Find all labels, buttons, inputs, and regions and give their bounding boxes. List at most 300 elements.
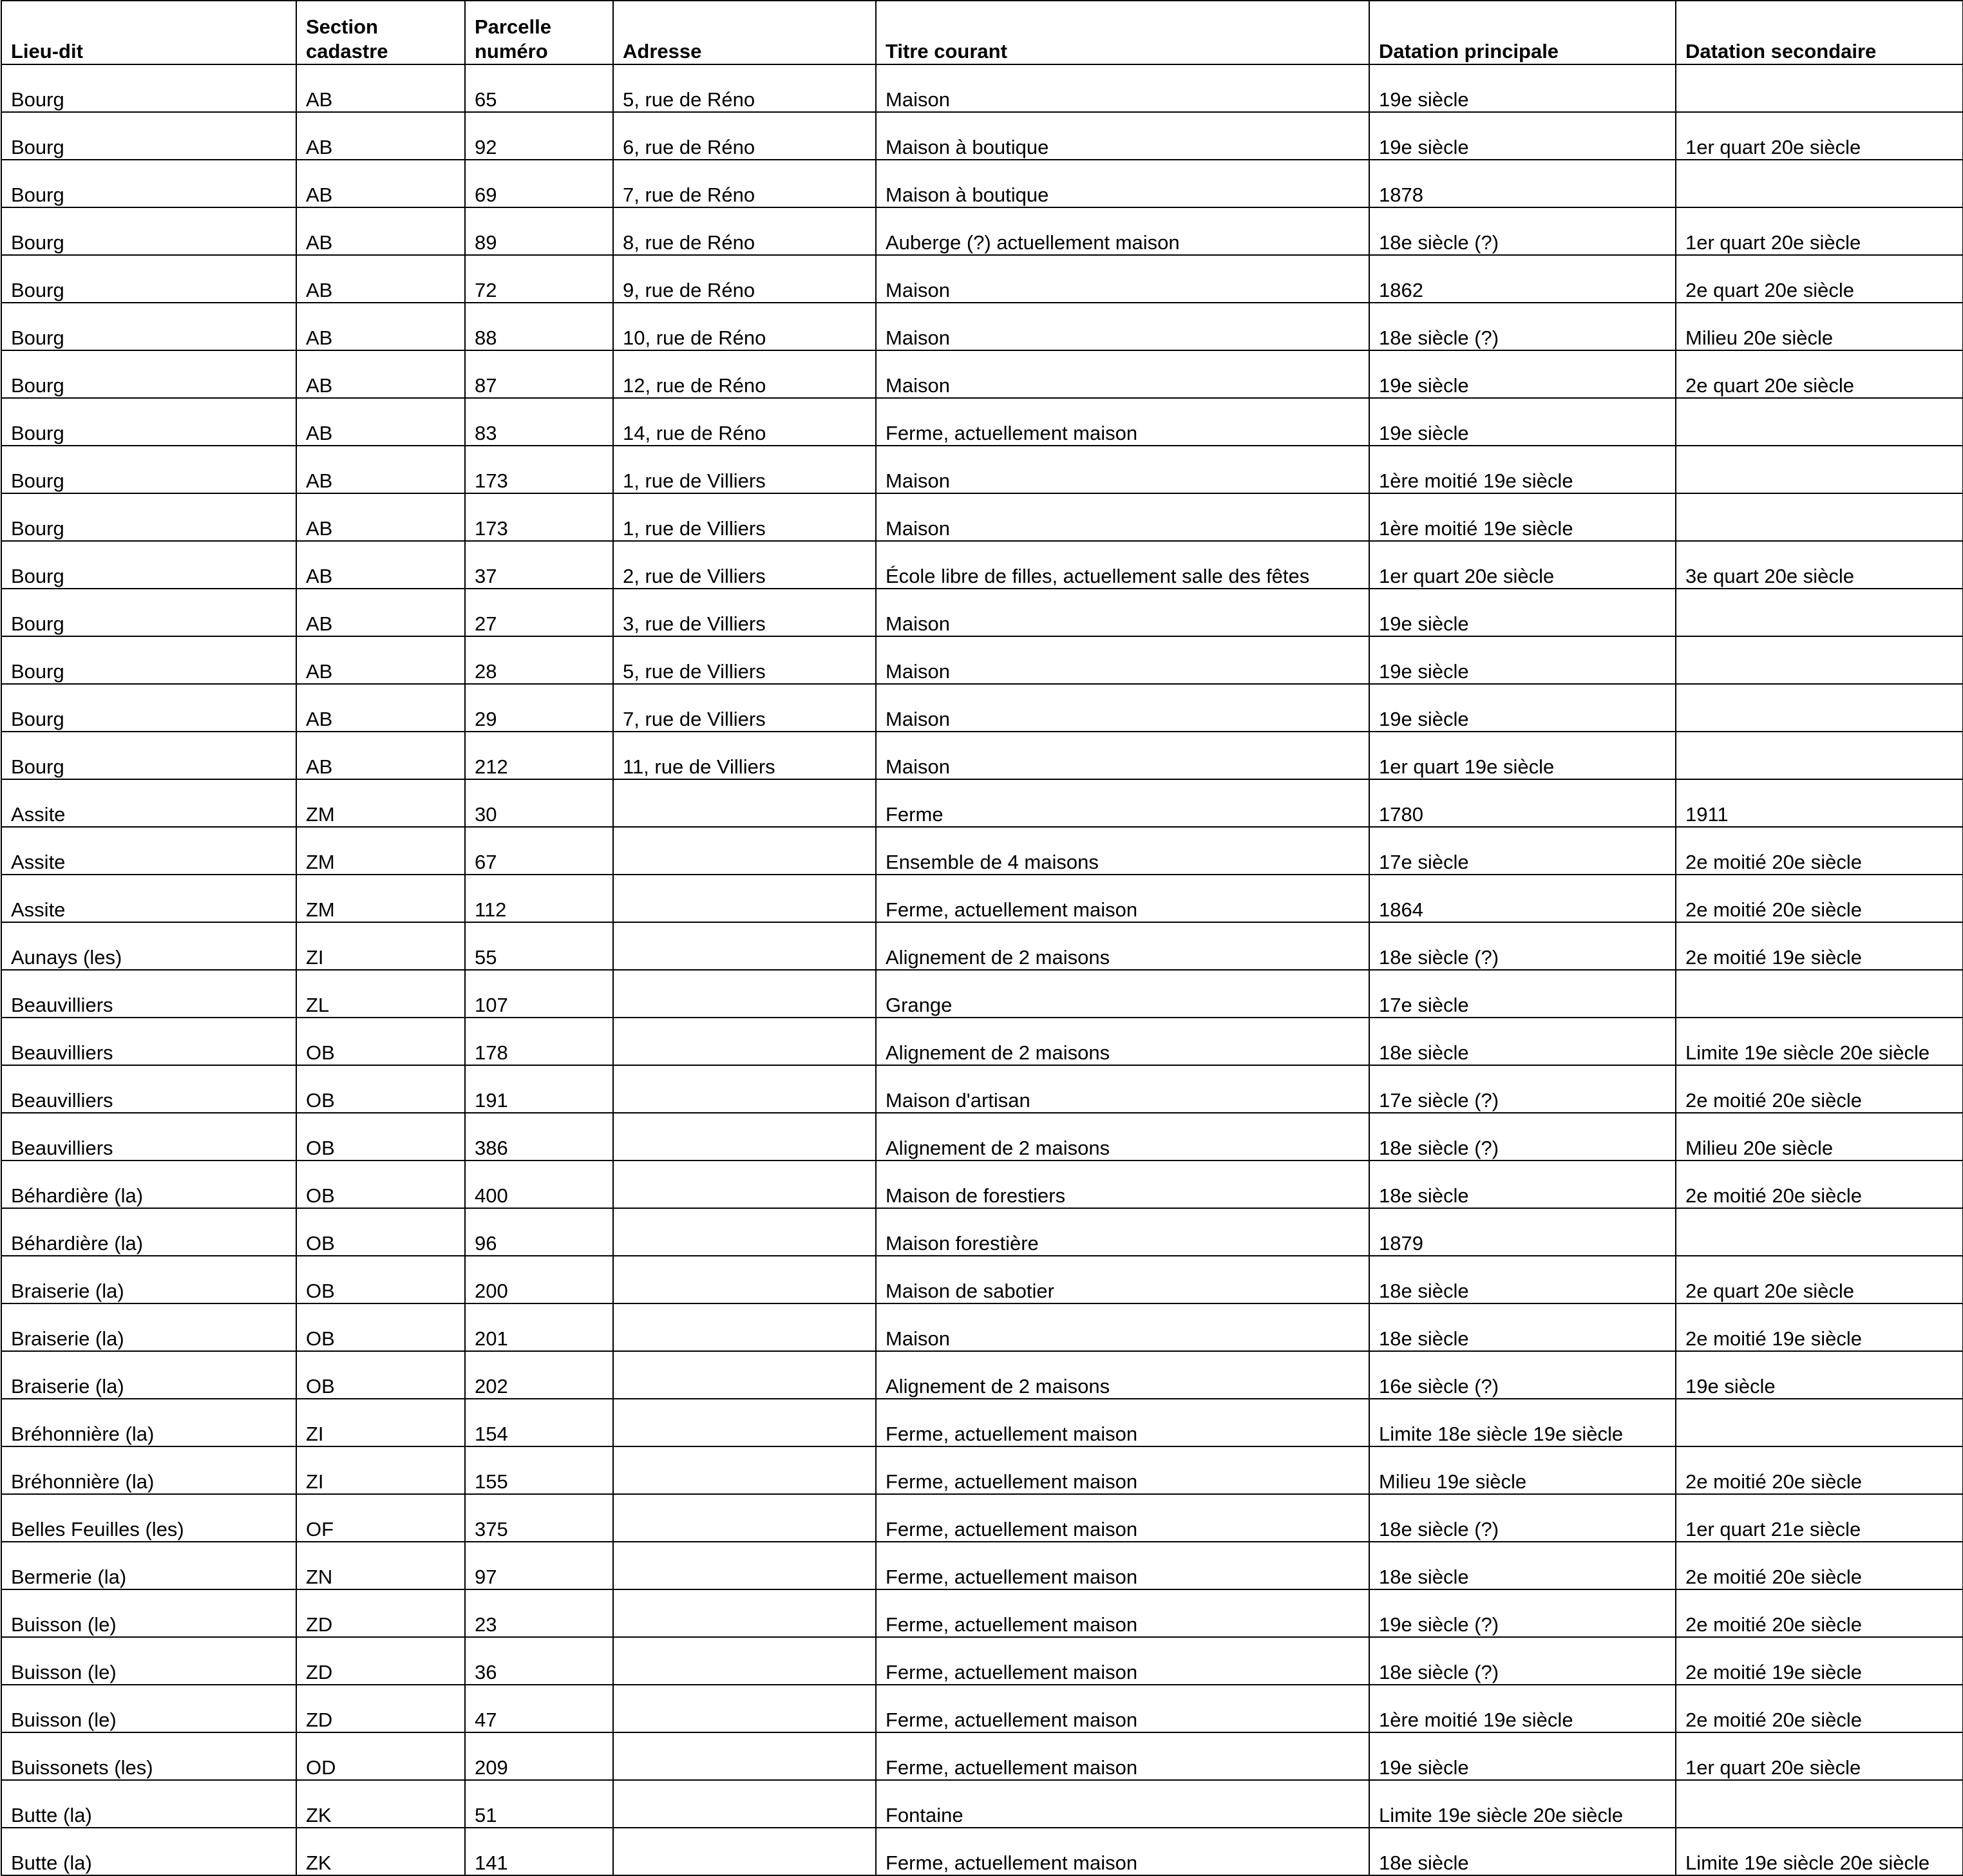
datation-principale-cell: 1er quart 20e siècle <box>1369 541 1676 589</box>
table-row <box>1 875 1963 922</box>
datation-secondaire-cell: Limite 19e siècle 20e siècle <box>1676 1018 1963 1065</box>
parcelle-cell: 107 <box>465 970 613 1018</box>
datation-principale-cell: 18e siècle (?) <box>1369 1113 1676 1161</box>
datation-principale-cell: 1862 <box>1369 255 1676 303</box>
parcelle-cell: 83 <box>465 398 613 446</box>
table-row <box>1 827 1963 875</box>
lieu-dit-cell: Bréhonnière (la) <box>1 1446 296 1494</box>
lieu-dit-cell: Bourg <box>1 303 296 350</box>
datation-principale-cell: 18e siècle <box>1369 1018 1676 1065</box>
table-row <box>1 303 1963 350</box>
datation-principale-cell: 19e siècle <box>1369 350 1676 398</box>
datation-secondaire-cell <box>1676 589 1963 636</box>
datation-principale-cell: 1ère moitié 19e siècle <box>1369 446 1676 493</box>
titre-cell: Ensemble de 4 maisons <box>876 827 1369 875</box>
datation-secondaire-cell <box>1676 1399 1963 1446</box>
titre-cell: Auberge (?) actuellement maison <box>876 207 1369 255</box>
table-row <box>1 1732 1963 1780</box>
datation-principale-cell: 1er quart 19e siècle <box>1369 732 1676 779</box>
section-cell: AB <box>296 64 465 112</box>
datation-principale-cell: 18e siècle (?) <box>1369 207 1676 255</box>
datation-secondaire-cell: 2e moitié 20e siècle <box>1676 1542 1963 1589</box>
section-cell: OF <box>296 1494 465 1542</box>
datation-principale-cell: 1878 <box>1369 160 1676 207</box>
section-cell: OD <box>296 1732 465 1780</box>
lieu-dit-cell: Bourg <box>1 636 296 684</box>
datation-secondaire-cell: 2e quart 20e siècle <box>1676 255 1963 303</box>
header-row <box>1 1 1963 64</box>
parcelle-cell: 65 <box>465 64 613 112</box>
titre-cell: Alignement de 2 maisons <box>876 1351 1369 1399</box>
parcelle-cell: 173 <box>465 493 613 541</box>
section-cell: AB <box>296 493 465 541</box>
table-row <box>1 64 1963 112</box>
lieu-dit-cell: Bourg <box>1 255 296 303</box>
table-body <box>1 64 1963 1875</box>
adresse-cell <box>613 1494 876 1542</box>
parcelle-cell: 29 <box>465 684 613 732</box>
section-cell: ZM <box>296 827 465 875</box>
titre-cell: Maison <box>876 446 1369 493</box>
titre-cell: Maison <box>876 636 1369 684</box>
datation-principale-cell: 18e siècle (?) <box>1369 1637 1676 1685</box>
adresse-cell: 1, rue de Villiers <box>613 446 876 493</box>
datation-principale-cell: 19e siècle <box>1369 64 1676 112</box>
datation-secondaire-cell: 1er quart 20e siècle <box>1676 1732 1963 1780</box>
adresse-cell <box>613 1018 876 1065</box>
datation-principale-cell: 18e siècle (?) <box>1369 922 1676 970</box>
datation-principale-cell: Milieu 19e siècle <box>1369 1446 1676 1494</box>
section-cell: AB <box>296 112 465 160</box>
section-cell: AB <box>296 541 465 589</box>
parcelle-cell: 97 <box>465 1542 613 1589</box>
datation-secondaire-cell <box>1676 636 1963 684</box>
lieu-dit-cell: Bréhonnière (la) <box>1 1399 296 1446</box>
adresse-cell <box>613 922 876 970</box>
titre-cell: Ferme, actuellement maison <box>876 1399 1369 1446</box>
datation-secondaire-cell <box>1676 970 1963 1018</box>
titre-cell: Alignement de 2 maisons <box>876 922 1369 970</box>
section-cell: ZK <box>296 1780 465 1828</box>
parcelle-cell: 27 <box>465 589 613 636</box>
datation-secondaire-cell: Milieu 20e siècle <box>1676 303 1963 350</box>
section-cell: OB <box>296 1208 465 1256</box>
parcelle-cell: 67 <box>465 827 613 875</box>
titre-cell: Maison à boutique <box>876 112 1369 160</box>
datation-secondaire-cell <box>1676 684 1963 732</box>
datation-principale-cell: 19e siècle <box>1369 112 1676 160</box>
titre-cell: Maison forestière <box>876 1208 1369 1256</box>
titre-cell: Ferme, actuellement maison <box>876 1828 1369 1875</box>
section-cell: OB <box>296 1256 465 1303</box>
parcelle-cell: 155 <box>465 1446 613 1494</box>
datation-secondaire-cell <box>1676 64 1963 112</box>
datation-secondaire-cell: 2e quart 20e siècle <box>1676 350 1963 398</box>
datation-principale-cell: 17e siècle <box>1369 970 1676 1018</box>
section-cell: ZM <box>296 875 465 922</box>
parcelle-cell: 178 <box>465 1018 613 1065</box>
adresse-cell <box>613 1589 876 1637</box>
titre-cell: Grange <box>876 970 1369 1018</box>
datation-principale-cell: Limite 19e siècle 20e siècle <box>1369 1780 1676 1828</box>
adresse-cell <box>613 1780 876 1828</box>
datation-secondaire-cell: 2e moitié 20e siècle <box>1676 875 1963 922</box>
adresse-cell: 5, rue de Réno <box>613 64 876 112</box>
inventory-table <box>1 0 1963 1876</box>
datation-principale-cell: 18e siècle <box>1369 1828 1676 1875</box>
adresse-cell <box>613 1828 876 1875</box>
datation-secondaire-cell: 2e moitié 20e siècle <box>1676 1065 1963 1113</box>
table-row <box>1 636 1963 684</box>
section-cell: AB <box>296 303 465 350</box>
parcelle-cell: 202 <box>465 1351 613 1399</box>
datation-secondaire-cell: 2e moitié 19e siècle <box>1676 1637 1963 1685</box>
table-row <box>1 970 1963 1018</box>
lieu-dit-cell: Buissonets (les) <box>1 1732 296 1780</box>
lieu-dit-cell: Buisson (le) <box>1 1685 296 1732</box>
datation-secondaire-cell: Limite 19e siècle 20e siècle <box>1676 1828 1963 1875</box>
adresse-cell: 2, rue de Villiers <box>613 541 876 589</box>
adresse-cell: 3, rue de Villiers <box>613 589 876 636</box>
section-cell: AB <box>296 350 465 398</box>
datation-secondaire-cell <box>1676 160 1963 207</box>
lieu-dit-cell: Bourg <box>1 589 296 636</box>
adresse-cell: 14, rue de Réno <box>613 398 876 446</box>
lieu-dit-cell: Bourg <box>1 732 296 779</box>
datation-principale-cell: 16e siècle (?) <box>1369 1351 1676 1399</box>
parcelle-cell: 36 <box>465 1637 613 1685</box>
table-row <box>1 112 1963 160</box>
parcelle-cell: 92 <box>465 112 613 160</box>
table-row <box>1 732 1963 779</box>
datation-secondaire-cell: 2e moitié 20e siècle <box>1676 1685 1963 1732</box>
titre-cell: Maison <box>876 255 1369 303</box>
datation-secondaire-cell: 2e moitié 20e siècle <box>1676 1161 1963 1208</box>
parcelle-cell: 200 <box>465 1256 613 1303</box>
parcelle-cell: 47 <box>465 1685 613 1732</box>
datation-principale-cell: 19e siècle <box>1369 684 1676 732</box>
datation-secondaire-cell <box>1676 1208 1963 1256</box>
section-cell: AB <box>296 684 465 732</box>
section-cell: ZI <box>296 922 465 970</box>
adresse-cell <box>613 1256 876 1303</box>
table-row <box>1 350 1963 398</box>
datation-secondaire-cell: Milieu 20e siècle <box>1676 1113 1963 1161</box>
adresse-cell: 11, rue de Villiers <box>613 732 876 779</box>
column-header-parcelle-numero: Parcelle numéro <box>465 1 613 64</box>
table-row <box>1 589 1963 636</box>
lieu-dit-cell: Butte (la) <box>1 1780 296 1828</box>
table-row <box>1 1018 1963 1065</box>
column-header-datation-secondaire: Datation secondaire <box>1676 1 1963 64</box>
table-row <box>1 1542 1963 1589</box>
lieu-dit-cell: Assite <box>1 779 296 827</box>
titre-cell: Maison <box>876 732 1369 779</box>
datation-principale-cell: 18e siècle <box>1369 1303 1676 1351</box>
parcelle-cell: 30 <box>465 779 613 827</box>
parcelle-cell: 89 <box>465 207 613 255</box>
datation-principale-cell: 18e siècle <box>1369 1542 1676 1589</box>
titre-cell: Maison de sabotier <box>876 1256 1369 1303</box>
lieu-dit-cell: Braiserie (la) <box>1 1303 296 1351</box>
titre-cell: Ferme, actuellement maison <box>876 1685 1369 1732</box>
table-row <box>1 1351 1963 1399</box>
titre-cell: Maison de forestiers <box>876 1161 1369 1208</box>
lieu-dit-cell: Bourg <box>1 493 296 541</box>
lieu-dit-cell: Bourg <box>1 207 296 255</box>
parcelle-cell: 28 <box>465 636 613 684</box>
parcelle-cell: 154 <box>465 1399 613 1446</box>
table-row <box>1 1161 1963 1208</box>
table-row <box>1 493 1963 541</box>
parcelle-cell: 51 <box>465 1780 613 1828</box>
parcelle-cell: 212 <box>465 732 613 779</box>
datation-principale-cell: 19e siècle <box>1369 398 1676 446</box>
adresse-cell <box>613 1732 876 1780</box>
table-header <box>1 1 1963 64</box>
datation-principale-cell: 1864 <box>1369 875 1676 922</box>
table-row <box>1 1494 1963 1542</box>
datation-principale-cell: 18e siècle <box>1369 1256 1676 1303</box>
table-row <box>1 922 1963 970</box>
section-cell: ZL <box>296 970 465 1018</box>
parcelle-cell: 400 <box>465 1161 613 1208</box>
datation-principale-cell: 19e siècle <box>1369 589 1676 636</box>
table-row <box>1 1828 1963 1875</box>
lieu-dit-cell: Bourg <box>1 350 296 398</box>
datation-principale-cell: 1ère moitié 19e siècle <box>1369 1685 1676 1732</box>
adresse-cell <box>613 1208 876 1256</box>
lieu-dit-cell: Beauvilliers <box>1 1065 296 1113</box>
datation-secondaire-cell <box>1676 732 1963 779</box>
adresse-cell: 9, rue de Réno <box>613 255 876 303</box>
adresse-cell: 8, rue de Réno <box>613 207 876 255</box>
table-row <box>1 398 1963 446</box>
section-cell: AB <box>296 398 465 446</box>
adresse-cell <box>613 1542 876 1589</box>
titre-cell: Maison <box>876 493 1369 541</box>
column-header-titre-courant: Titre courant <box>876 1 1369 64</box>
titre-cell: Ferme, actuellement maison <box>876 875 1369 922</box>
datation-secondaire-cell: 1er quart 20e siècle <box>1676 112 1963 160</box>
parcelle-cell: 141 <box>465 1828 613 1875</box>
parcelle-cell: 209 <box>465 1732 613 1780</box>
section-cell: ZK <box>296 1828 465 1875</box>
datation-principale-cell: Limite 18e siècle 19e siècle <box>1369 1399 1676 1446</box>
datation-principale-cell: 19e siècle (?) <box>1369 1589 1676 1637</box>
datation-secondaire-cell: 3e quart 20e siècle <box>1676 541 1963 589</box>
parcelle-cell: 96 <box>465 1208 613 1256</box>
parcelle-cell: 112 <box>465 875 613 922</box>
parcelle-cell: 191 <box>465 1065 613 1113</box>
datation-secondaire-cell: 1911 <box>1676 779 1963 827</box>
datation-principale-cell: 19e siècle <box>1369 1732 1676 1780</box>
section-cell: AB <box>296 446 465 493</box>
table-row <box>1 779 1963 827</box>
titre-cell: Ferme, actuellement maison <box>876 1589 1369 1637</box>
lieu-dit-cell: Buisson (le) <box>1 1589 296 1637</box>
parcelle-cell: 88 <box>465 303 613 350</box>
parcelle-cell: 23 <box>465 1589 613 1637</box>
titre-cell: Ferme, actuellement maison <box>876 1494 1369 1542</box>
adresse-cell: 7, rue de Réno <box>613 160 876 207</box>
table-row <box>1 446 1963 493</box>
section-cell: OB <box>296 1303 465 1351</box>
datation-secondaire-cell: 2e moitié 20e siècle <box>1676 1589 1963 1637</box>
datation-principale-cell: 17e siècle (?) <box>1369 1065 1676 1113</box>
titre-cell: Alignement de 2 maisons <box>876 1113 1369 1161</box>
table-row <box>1 1685 1963 1732</box>
datation-principale-cell: 18e siècle (?) <box>1369 303 1676 350</box>
titre-cell: Maison à boutique <box>876 160 1369 207</box>
column-header-adresse: Adresse <box>613 1 876 64</box>
lieu-dit-cell: Béhardière (la) <box>1 1208 296 1256</box>
table-row <box>1 1065 1963 1113</box>
titre-cell: Maison <box>876 303 1369 350</box>
table-row <box>1 1208 1963 1256</box>
lieu-dit-cell: Bourg <box>1 446 296 493</box>
titre-cell: Maison <box>876 1303 1369 1351</box>
lieu-dit-cell: Bourg <box>1 398 296 446</box>
section-cell: ZD <box>296 1589 465 1637</box>
lieu-dit-cell: Bourg <box>1 160 296 207</box>
parcelle-cell: 37 <box>465 541 613 589</box>
lieu-dit-cell: Butte (la) <box>1 1828 296 1875</box>
section-cell: AB <box>296 207 465 255</box>
section-cell: OB <box>296 1161 465 1208</box>
datation-principale-cell: 18e siècle <box>1369 1161 1676 1208</box>
section-cell: ZI <box>296 1446 465 1494</box>
section-cell: AB <box>296 160 465 207</box>
adresse-cell: 5, rue de Villiers <box>613 636 876 684</box>
parcelle-cell: 386 <box>465 1113 613 1161</box>
section-cell: AB <box>296 636 465 684</box>
adresse-cell <box>613 1399 876 1446</box>
adresse-cell <box>613 1637 876 1685</box>
section-cell: OB <box>296 1351 465 1399</box>
datation-secondaire-cell: 2e quart 20e siècle <box>1676 1256 1963 1303</box>
datation-principale-cell: 19e siècle <box>1369 636 1676 684</box>
adresse-cell <box>613 970 876 1018</box>
lieu-dit-cell: Bourg <box>1 541 296 589</box>
adresse-cell <box>613 1351 876 1399</box>
table-row <box>1 1780 1963 1828</box>
adresse-cell: 6, rue de Réno <box>613 112 876 160</box>
section-cell: AB <box>296 589 465 636</box>
adresse-cell <box>613 1303 876 1351</box>
datation-principale-cell: 1879 <box>1369 1208 1676 1256</box>
adresse-cell <box>613 1446 876 1494</box>
lieu-dit-cell: Braiserie (la) <box>1 1256 296 1303</box>
section-cell: OB <box>296 1065 465 1113</box>
lieu-dit-cell: Beauvilliers <box>1 1113 296 1161</box>
titre-cell: Ferme, actuellement maison <box>876 1542 1369 1589</box>
lieu-dit-cell: Bourg <box>1 684 296 732</box>
datation-secondaire-cell: 1er quart 20e siècle <box>1676 207 1963 255</box>
table-row <box>1 160 1963 207</box>
adresse-cell <box>613 827 876 875</box>
titre-cell: Ferme, actuellement maison <box>876 398 1369 446</box>
adresse-cell <box>613 875 876 922</box>
lieu-dit-cell: Belles Feuilles (les) <box>1 1494 296 1542</box>
parcelle-cell: 72 <box>465 255 613 303</box>
column-header-lieu-dit: Lieu-dit <box>1 1 296 64</box>
titre-cell: Maison <box>876 684 1369 732</box>
datation-secondaire-cell <box>1676 1780 1963 1828</box>
adresse-cell: 10, rue de Réno <box>613 303 876 350</box>
titre-cell: École libre de filles, actuellement salle des fêtes <box>876 541 1369 589</box>
lieu-dit-cell: Bourg <box>1 112 296 160</box>
titre-cell: Ferme, actuellement maison <box>876 1637 1369 1685</box>
adresse-cell <box>613 779 876 827</box>
section-cell: OB <box>296 1113 465 1161</box>
datation-principale-cell: 18e siècle (?) <box>1369 1494 1676 1542</box>
titre-cell: Fontaine <box>876 1780 1369 1828</box>
lieu-dit-cell: Bermerie (la) <box>1 1542 296 1589</box>
lieu-dit-cell: Aunays (les) <box>1 922 296 970</box>
titre-cell: Alignement de 2 maisons <box>876 1018 1369 1065</box>
section-cell: AB <box>296 255 465 303</box>
lieu-dit-cell: Beauvilliers <box>1 970 296 1018</box>
section-cell: AB <box>296 732 465 779</box>
datation-secondaire-cell: 19e siècle <box>1676 1351 1963 1399</box>
datation-principale-cell: 17e siècle <box>1369 827 1676 875</box>
datation-secondaire-cell <box>1676 493 1963 541</box>
titre-cell: Ferme, actuellement maison <box>876 1732 1369 1780</box>
parcelle-cell: 201 <box>465 1303 613 1351</box>
parcelle-cell: 69 <box>465 160 613 207</box>
adresse-cell <box>613 1685 876 1732</box>
adresse-cell <box>613 1113 876 1161</box>
section-cell: ZM <box>296 779 465 827</box>
datation-secondaire-cell <box>1676 398 1963 446</box>
parcelle-cell: 375 <box>465 1494 613 1542</box>
titre-cell: Maison <box>876 589 1369 636</box>
table-row <box>1 541 1963 589</box>
lieu-dit-cell: Béhardière (la) <box>1 1161 296 1208</box>
lieu-dit-cell: Assite <box>1 875 296 922</box>
lieu-dit-cell: Buisson (le) <box>1 1637 296 1685</box>
titre-cell: Ferme, actuellement maison <box>876 1446 1369 1494</box>
table-row <box>1 1446 1963 1494</box>
section-cell: ZD <box>296 1685 465 1732</box>
table-row <box>1 1256 1963 1303</box>
parcelle-cell: 87 <box>465 350 613 398</box>
column-header-datation-principale: Datation principale <box>1369 1 1676 64</box>
lieu-dit-cell: Braiserie (la) <box>1 1351 296 1399</box>
datation-secondaire-cell <box>1676 446 1963 493</box>
datation-secondaire-cell: 1er quart 21e siècle <box>1676 1494 1963 1542</box>
adresse-cell: 7, rue de Villiers <box>613 684 876 732</box>
datation-principale-cell: 1ère moitié 19e siècle <box>1369 493 1676 541</box>
titre-cell: Maison <box>876 64 1369 112</box>
table-row <box>1 1399 1963 1446</box>
parcelle-cell: 55 <box>465 922 613 970</box>
table-row <box>1 1589 1963 1637</box>
table-row <box>1 684 1963 732</box>
titre-cell: Maison <box>876 350 1369 398</box>
lieu-dit-cell: Assite <box>1 827 296 875</box>
lieu-dit-cell: Beauvilliers <box>1 1018 296 1065</box>
table-row <box>1 255 1963 303</box>
section-cell: OB <box>296 1018 465 1065</box>
section-cell: ZD <box>296 1637 465 1685</box>
lieu-dit-cell: Bourg <box>1 64 296 112</box>
datation-secondaire-cell: 2e moitié 19e siècle <box>1676 1303 1963 1351</box>
titre-cell: Maison d'artisan <box>876 1065 1369 1113</box>
adresse-cell <box>613 1161 876 1208</box>
table-row <box>1 207 1963 255</box>
